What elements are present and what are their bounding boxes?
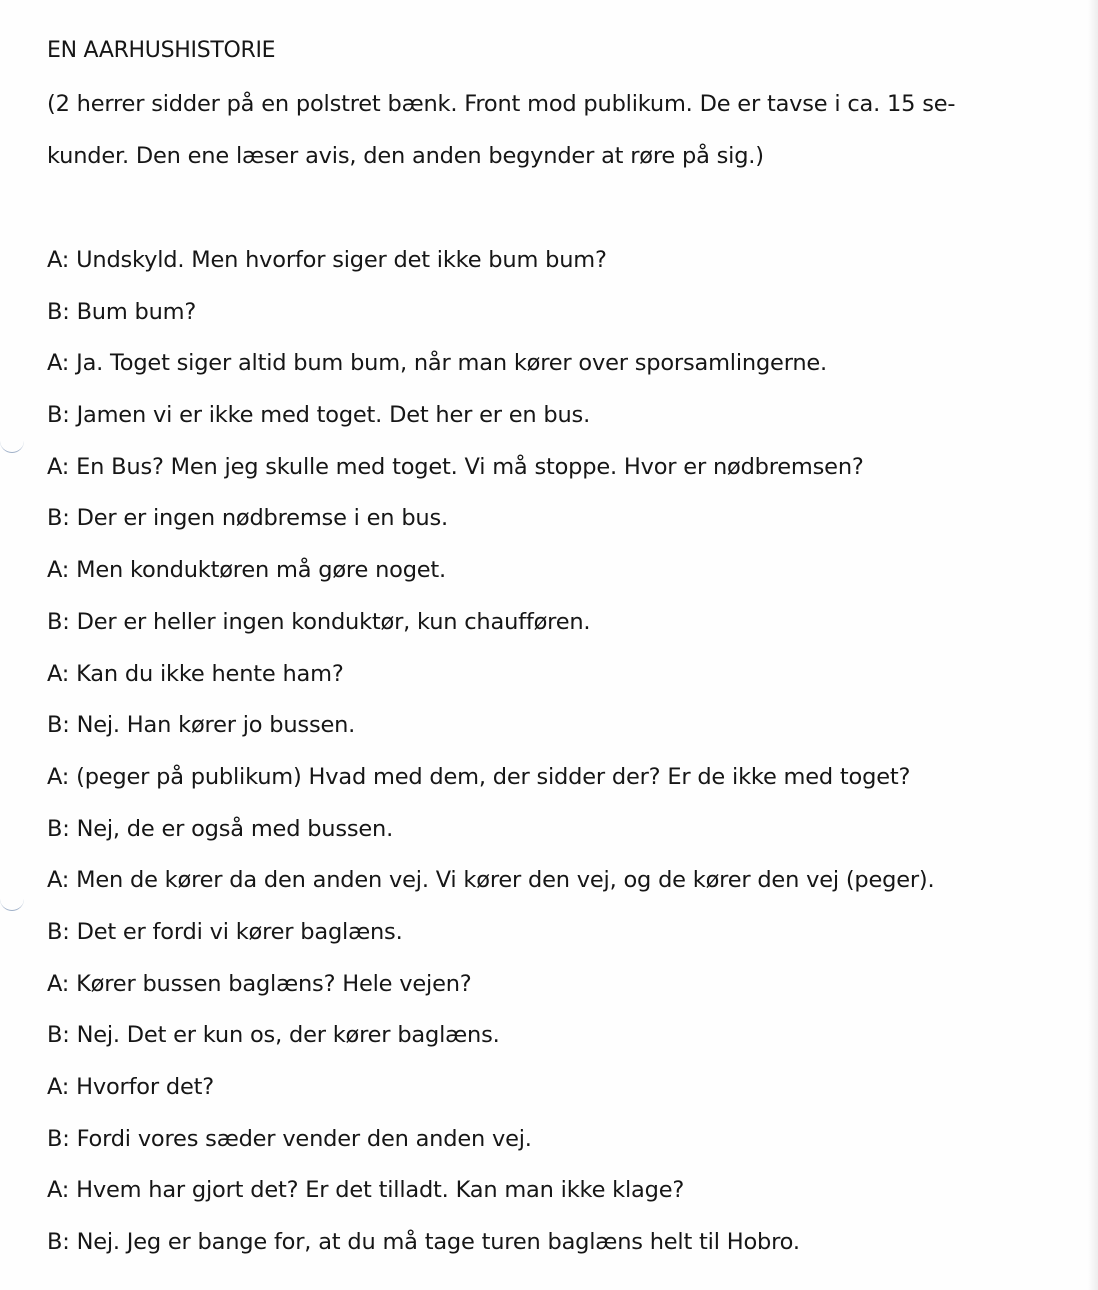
margin-scan-mark (0, 898, 24, 911)
dialogue-line: A: En Bus? Men jeg skulle med toget. Vi må stoppe. Hvor er nødbremsen? (47, 453, 864, 480)
margin-scan-mark (0, 440, 24, 453)
dialogue-line: B: Bum bum? (47, 298, 197, 325)
dialogue-line: A: Hvem har gjort det? Er det tilladt. Kan man ikke klage? (47, 1177, 685, 1204)
dialogue-line: A: (peger på publikum) Hvad med dem, der sidder der? Er de ikke med toget? (47, 763, 911, 790)
dialogue-line: A: Ja. Toget siger altid bum bum, når man kører over sporsamlingerne. (47, 350, 828, 377)
dialogue-line: B: Nej. Han kører jo bussen. (47, 712, 356, 739)
page-edge-shadow (1088, 0, 1098, 1290)
dialogue (47, 244, 1057, 1278)
stage-direction-line: kunder. Den ene læser avis, den anden begynder at røre på sig.) (47, 143, 764, 169)
page-title: EN AARHUSHISTORIE (47, 38, 276, 63)
dialogue-line: A: Hvorfor det? (47, 1074, 214, 1100)
dialogue-line: A: Men de kører da den anden vej. Vi kører den vej, og de kører den vej (peger). (47, 867, 935, 894)
dialogue-line: A: Undskyld. Men hvorfor siger det ikke bum bum? (47, 247, 607, 273)
dialogue-line: A: Kan du ikke hente ham? (47, 660, 344, 687)
dialogue-line: B: Nej. Det er kun os, der kører baglæns. (47, 1022, 500, 1049)
dialogue-line: B: Nej, de er også med bussen. (47, 815, 394, 842)
dialogue-line: B: Der er ingen nødbremse i en bus. (47, 505, 448, 532)
stage-direction-line: (2 herrer sidder på en polstret bænk. Front mod publikum. De er tavse i ca. 15 se- (47, 91, 956, 117)
dialogue-line: A: Men konduktøren må gøre noget. (47, 557, 447, 584)
dialogue-line: B: Nej. Jeg er bange for, at du må tage turen baglæns helt til Hobro. (47, 1229, 800, 1256)
dialogue-line: B: Jamen vi er ikke med toget. Det her er en bus. (47, 402, 591, 429)
dialogue-line: B: Der er heller ingen konduktør, kun chaufføren. (47, 608, 591, 635)
dialogue-line: B: Fordi vores sæder vender den anden vej. (47, 1125, 532, 1152)
dialogue-line: B: Det er fordi vi kører baglæns. (47, 918, 403, 945)
dialogue-line: A: Kører bussen baglæns? Hele vejen? (47, 970, 472, 997)
